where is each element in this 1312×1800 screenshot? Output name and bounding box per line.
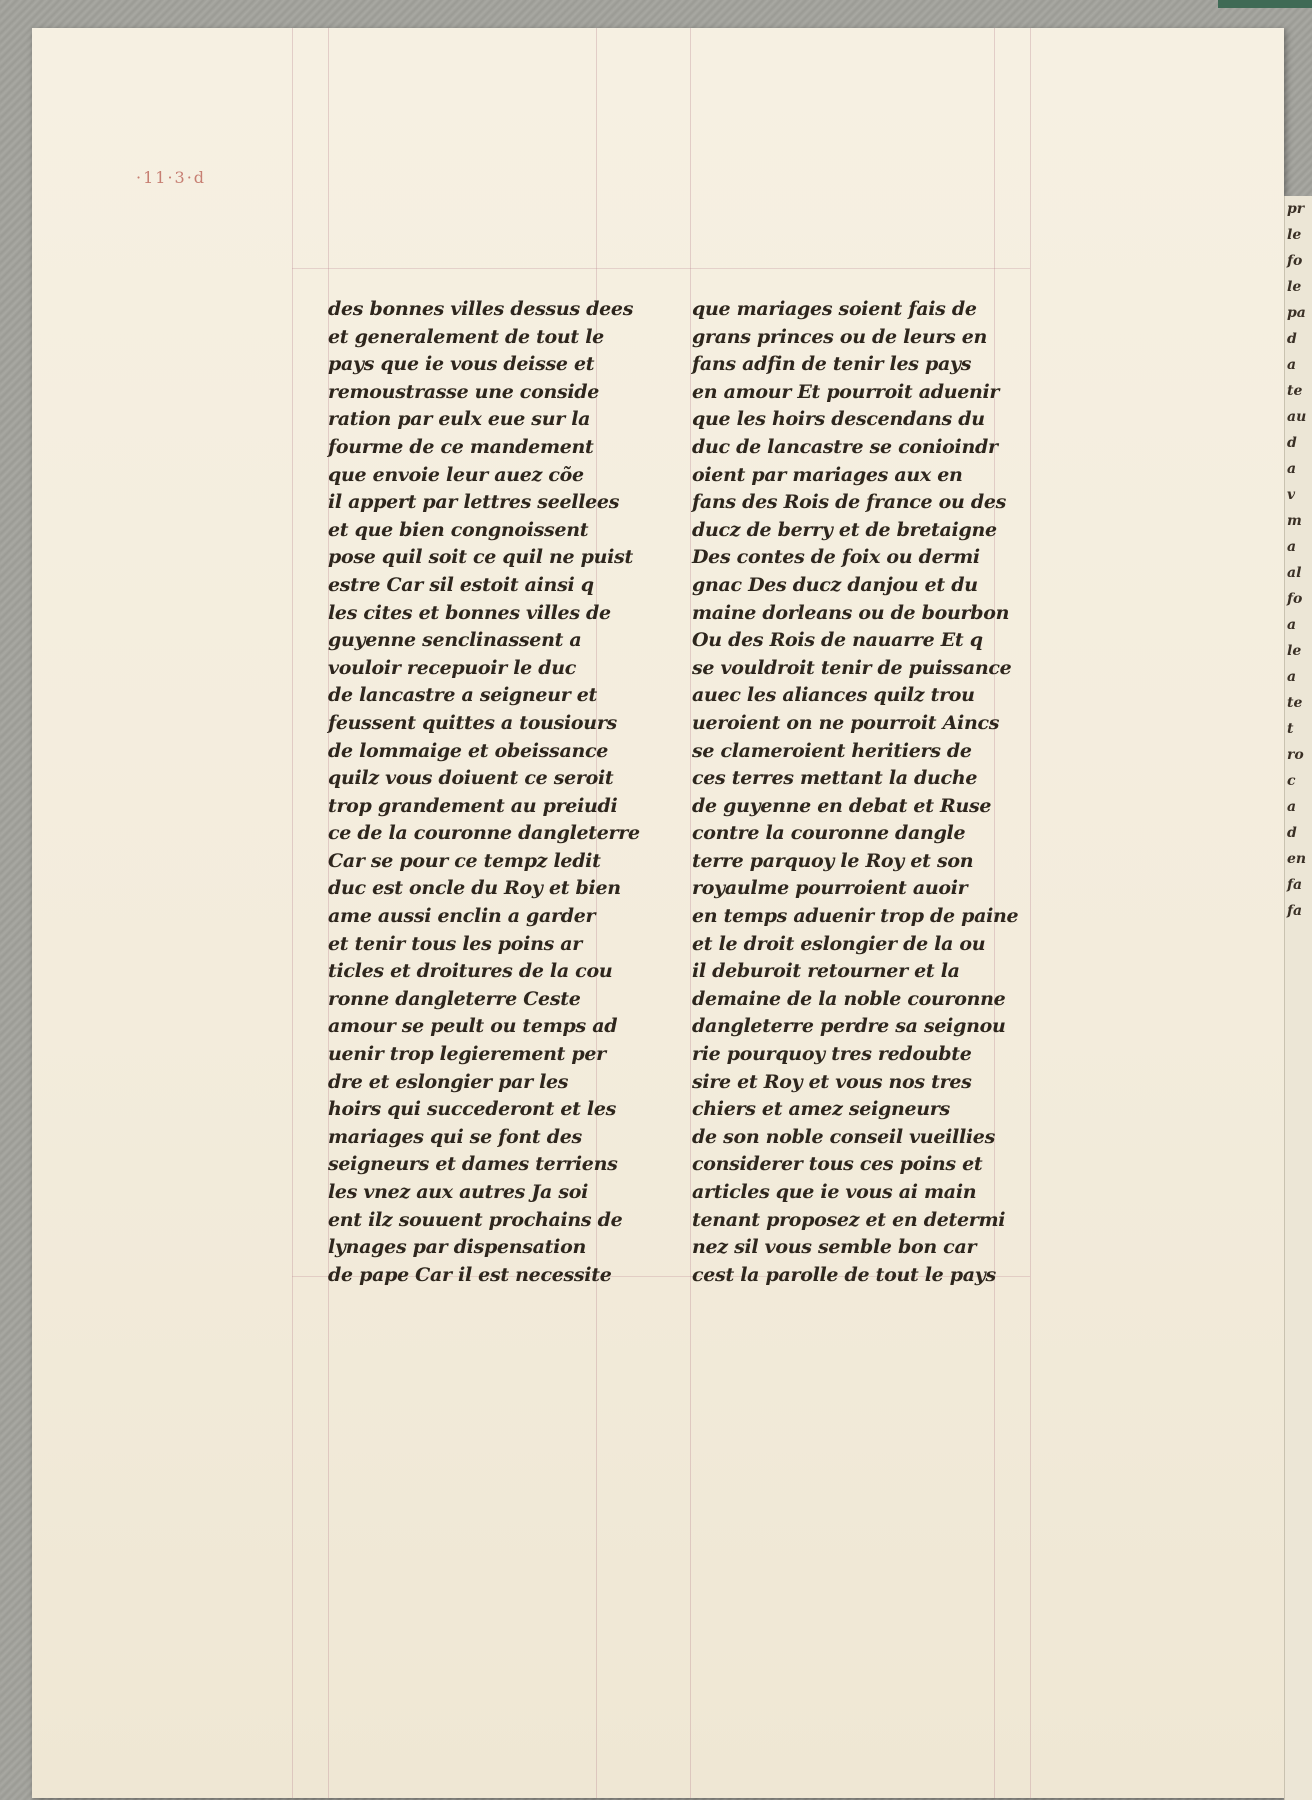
next-page-fragment: m [1287, 513, 1302, 529]
text-line: chiers et amez seigneurs [692, 1098, 950, 1121]
text-line: pays que ie vous deisse et [328, 353, 595, 376]
ruling-line-vertical [292, 28, 293, 1798]
text-line: des bonnes villes dessus dees [328, 298, 634, 320]
text-line: nez sil vous semble bon car [692, 1236, 977, 1259]
next-page-fragment: a [1287, 357, 1297, 373]
text-line: de pape Car il est necessite [328, 1263, 612, 1286]
text-line: ces terres mettant la duche [692, 767, 978, 790]
text-line: considerer tous ces poins et [692, 1153, 983, 1176]
next-page-fragment: en [1287, 851, 1307, 867]
text-line: lynages par dispensation [328, 1236, 586, 1259]
next-page-fragment: pr [1287, 201, 1305, 217]
text-line: vouloir recepuoir le duc [328, 656, 577, 679]
left-text-column [328, 296, 684, 1289]
next-page-edge [1284, 196, 1312, 1800]
next-page-fragment: a [1287, 799, 1297, 815]
folio-mark: ·11·3·d [136, 168, 207, 187]
text-line: ronne dangleterre Ceste [328, 987, 581, 1010]
text-line: oient par mariages aux en [692, 463, 963, 486]
text-line: amour se peult ou temps ad [328, 1015, 618, 1038]
text-line: en temps aduenir trop de paine [692, 905, 1019, 928]
next-page-fragment: v [1287, 487, 1296, 503]
text-line: estre Car sil estoit ainsi q [328, 573, 594, 596]
next-page-fragment: au [1287, 409, 1307, 425]
text-line: que les hoirs descendans du [692, 408, 985, 431]
text-line: il deburoit retourner et la [692, 960, 960, 983]
text-line: uenir trop legierement per [328, 1043, 606, 1066]
next-page-fragment: al [1287, 565, 1302, 581]
text-line: terre parquoy le Roy et son [692, 849, 974, 872]
next-page-fragment: d [1287, 435, 1297, 451]
text-line: et le droit eslongier de la ou [692, 932, 986, 955]
text-line: feussent quittes a tousiours [328, 711, 617, 734]
text-line: de lancastre a seigneur et [328, 684, 598, 707]
text-line: remoustrasse une conside [328, 380, 600, 403]
text-line: sire et Roy et vous nos tres [692, 1070, 972, 1093]
text-line: les vnez aux autres Ja soi [328, 1181, 589, 1203]
text-line: seigneurs et dames terriens [328, 1153, 618, 1176]
text-line: hoirs qui succederont et les [328, 1098, 617, 1121]
text-line: fourme de ce mandement [328, 435, 594, 458]
text-line: tenant proposez et en determi [692, 1208, 1006, 1231]
ruling-line-horizontal [292, 268, 1030, 269]
text-line: mariages qui se font des [328, 1125, 582, 1148]
text-line: trop grandement au preiudi [328, 794, 618, 817]
next-page-fragment: le [1287, 279, 1302, 295]
text-line: grans princes ou de leurs en [692, 325, 988, 348]
text-line: royaulme pourroient auoir [692, 877, 968, 900]
text-line: cest la parolle de tout le pays [692, 1263, 996, 1286]
text-line: que envoie leur auez cõe [328, 463, 584, 486]
right-text-column [692, 296, 1044, 1289]
next-page-fragment: d [1287, 825, 1297, 841]
text-line: et que bien congnoissent [328, 518, 589, 541]
text-line: gnac Des ducz danjou et du [692, 573, 978, 596]
text-line: Car se pour ce tempz ledit [328, 849, 601, 872]
text-line: et generalement de tout le [328, 325, 604, 348]
text-line: pose quil soit ce quil ne puist [328, 546, 633, 569]
text-line: ducz de berry et de bretaigne [692, 518, 997, 541]
next-page-fragment: fo [1287, 591, 1303, 607]
next-page-fragment: le [1287, 227, 1302, 243]
text-line: rie pourquoy tres redoubte [692, 1043, 972, 1066]
next-page-fragment: t [1287, 721, 1294, 737]
text-line: se vouldroit tenir de puissance [692, 656, 1012, 679]
next-page-fragment: c [1287, 773, 1296, 789]
next-page-fragment: pa [1287, 305, 1306, 321]
next-page-fragment: fa [1287, 877, 1303, 893]
text-line: maine dorleans ou de bourbon [692, 601, 1010, 624]
next-page-fragment: te [1287, 695, 1303, 711]
top-color-strip [1218, 0, 1312, 8]
text-line: duc de lancastre se conioindr [692, 435, 998, 458]
next-page-fragment: a [1287, 539, 1297, 555]
text-line: fans des Rois de france ou des [692, 491, 1007, 514]
text-line: ticles et droitures de la cou [328, 960, 613, 983]
text-line: articles que ie vous ai main [692, 1181, 977, 1203]
text-line: les cites et bonnes villes de [328, 601, 611, 624]
next-page-fragment: te [1287, 383, 1303, 399]
text-line: ame aussi enclin a garder [328, 905, 596, 928]
text-line: Des contes de foix ou dermi [692, 546, 980, 569]
text-line: ration par eulx eue sur la [328, 408, 591, 431]
text-line: en amour Et pourroit aduenir [692, 380, 1000, 403]
next-page-fragment: a [1287, 617, 1297, 633]
text-line: quilz vous doiuent ce seroit [328, 767, 614, 790]
next-page-fragment: a [1287, 669, 1297, 685]
text-line: il appert par lettres seellees [328, 491, 620, 514]
ruling-line-vertical [690, 28, 691, 1798]
manuscript-page [32, 28, 1284, 1798]
text-line: que mariages soient fais de [692, 298, 977, 320]
next-page-fragment: fo [1287, 253, 1303, 269]
text-line: et tenir tous les poins ar [328, 932, 583, 955]
text-line: guyenne senclinassent a [328, 629, 582, 652]
next-page-fragment: a [1287, 461, 1297, 477]
text-line: duc est oncle du Roy et bien [328, 877, 621, 900]
text-line: dre et eslongier par les [328, 1070, 569, 1093]
text-line: Ou des Rois de nauarre Et q [692, 629, 983, 652]
text-line: fans adfin de tenir les pays [692, 353, 972, 376]
next-page-fragment: d [1287, 331, 1297, 347]
next-page-fragment: fa [1287, 903, 1303, 919]
text-line: ueroient on ne pourroit Aincs [692, 711, 1000, 734]
text-line: de son noble conseil vueillies [692, 1125, 995, 1148]
text-line: de guyenne en debat et Ruse [692, 794, 992, 817]
text-line: demaine de la noble couronne [692, 987, 1006, 1010]
text-line: ent ilz souuent prochains de [328, 1208, 623, 1231]
text-line: ce de la couronne dangleterre [328, 822, 640, 845]
text-line: dangleterre perdre sa seignou [692, 1015, 1006, 1038]
text-line: contre la couronne dangle [692, 822, 966, 845]
next-page-fragment: ro [1287, 747, 1304, 763]
next-page-fragment: le [1287, 643, 1302, 659]
text-line: de lommaige et obeissance [328, 739, 609, 762]
text-line: auec les aliances quilz trou [692, 684, 975, 707]
text-line: se clameroient heritiers de [692, 739, 972, 762]
